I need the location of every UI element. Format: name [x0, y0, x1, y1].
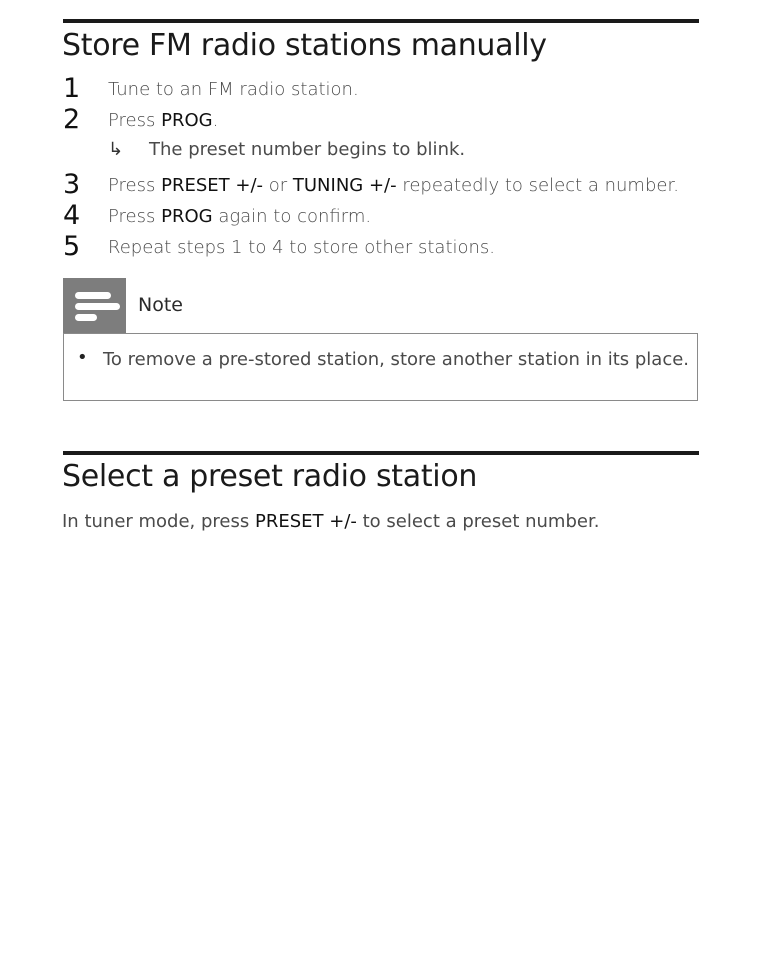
section-paragraph [62, 510, 599, 534]
note-text: To remove a pre-stored station, store another station in its place. [103, 349, 690, 370]
step-number: 5 [63, 231, 81, 262]
note-icon-bar-1 [75, 292, 111, 299]
step-number: 3 [63, 169, 81, 200]
step-text [108, 206, 371, 228]
step-text-post: again to confirm. [212, 206, 372, 227]
step-text-pre: Press [108, 206, 162, 227]
note-icon [63, 278, 126, 333]
step-text-post: repeatedly to select a number. [396, 175, 679, 196]
keyword-tuning: TUNING +/- [292, 175, 397, 196]
para-text-post: to select a preset number. [356, 511, 600, 532]
step-text-pre: Press [108, 110, 162, 131]
step-text: Tune to an FM radio station. [108, 79, 359, 100]
keyword-preset: PRESET +/- [254, 511, 357, 532]
step-text-post: . [212, 110, 219, 131]
note-label: Note [138, 294, 183, 316]
step-number: 4 [63, 200, 81, 231]
bullet-icon: • [77, 347, 88, 368]
keyword-prog: PROG [161, 110, 213, 131]
step-text [108, 175, 679, 197]
section-rule-top [63, 451, 699, 455]
section-title-select-preset: Select a preset radio station [62, 459, 478, 494]
keyword-preset: PRESET +/- [161, 175, 264, 196]
result-text: The preset number begins to blink. [149, 139, 466, 160]
result-arrow-icon: ↳ [108, 139, 124, 160]
para-text-pre: In tuner mode, press [62, 511, 255, 532]
note-icon-bar-2 [75, 303, 120, 310]
step-number: 2 [63, 104, 81, 135]
note-box [63, 333, 698, 401]
note-icon-bar-3 [75, 314, 97, 321]
step-number: 1 [63, 73, 81, 104]
step-text [108, 110, 218, 132]
step-text-mid: or [263, 175, 293, 196]
step-text-pre: Press [108, 175, 162, 196]
step-text: Repeat steps 1 to 4 to store other stations. [108, 237, 496, 258]
section-rule-top [63, 19, 699, 23]
section-title-store-fm: Store FM radio stations manually [62, 28, 547, 63]
keyword-prog: PROG [161, 206, 213, 227]
